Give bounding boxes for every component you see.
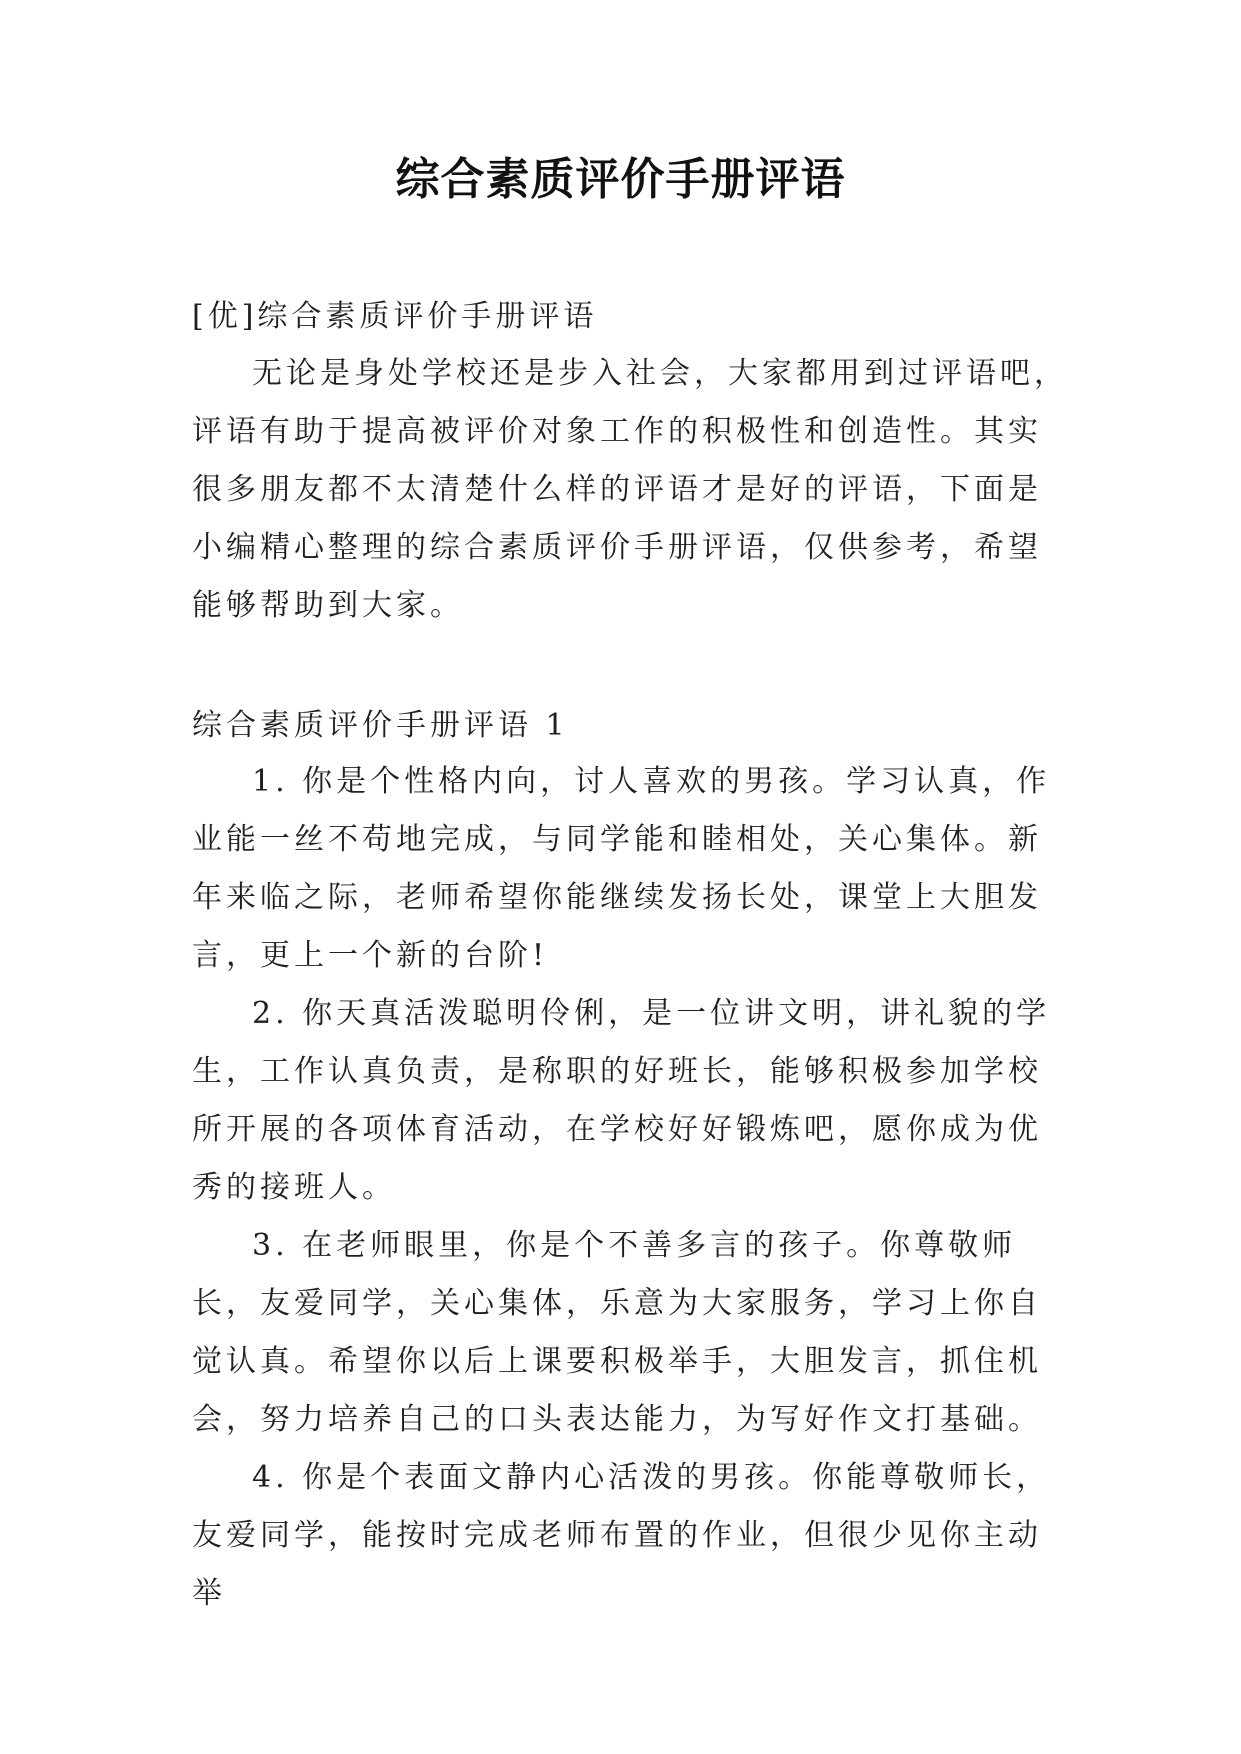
intro-text: 无论是身处学校还是步入社会，大家都用到过评语吧，评语有助于提高被评价对象工作的积极性和创造性。其实很多朋友都不太清楚什么样的评语才是好的评语，下面是小编精心整理的综合素质评价手册评语，仅供参考，希望能够帮助到大家。 [192, 356, 1068, 623]
intro-paragraph [192, 345, 1072, 635]
comment-item: 1. 你是个性格内向，讨人喜欢的男孩。学习认真，作业能一丝不苟地完成，与同学能和睦相处，关心集体。新年来临之际，老师希望你能继续发扬长处，课堂上大胆发言，更上一个新的台阶! [192, 764, 1051, 973]
comment-item: 2. 你天真活泼聪明伶俐，是一位讲文明，讲礼貌的学生，工作认真负责，是称职的好班长，能够积极参加学校所开展的各项体育活动，在学校好好锻炼吧，愿你成为优秀的接班人。 [192, 996, 1051, 1205]
subtitle-text: [优]综合素质评价手册评语 [192, 299, 598, 334]
document-subtitle [192, 288, 1072, 346]
section-heading-text: 综合素质评价手册评语 1 [192, 708, 569, 743]
comment-item: 3. 在老师眼里，你是个不善多言的孩子。你尊敬师长，友爱同学，关心集体，乐意为大家服务，学习上你自觉认真。希望你以后上课要积极举手，大胆发言，抓住机会，努力培养自己的口头表达能力，为写好作文打基础。 [192, 1228, 1042, 1437]
document-title: 综合素质评价手册评语 [395, 154, 846, 205]
comment-item: 4. 你是个表面文静内心活泼的男孩。你能尊敬师长，友爱同学，能按时完成老师布置的作业，但很少见你主动举 [192, 1460, 1051, 1611]
comments-list [192, 753, 1072, 1623]
section-heading [192, 697, 1072, 755]
